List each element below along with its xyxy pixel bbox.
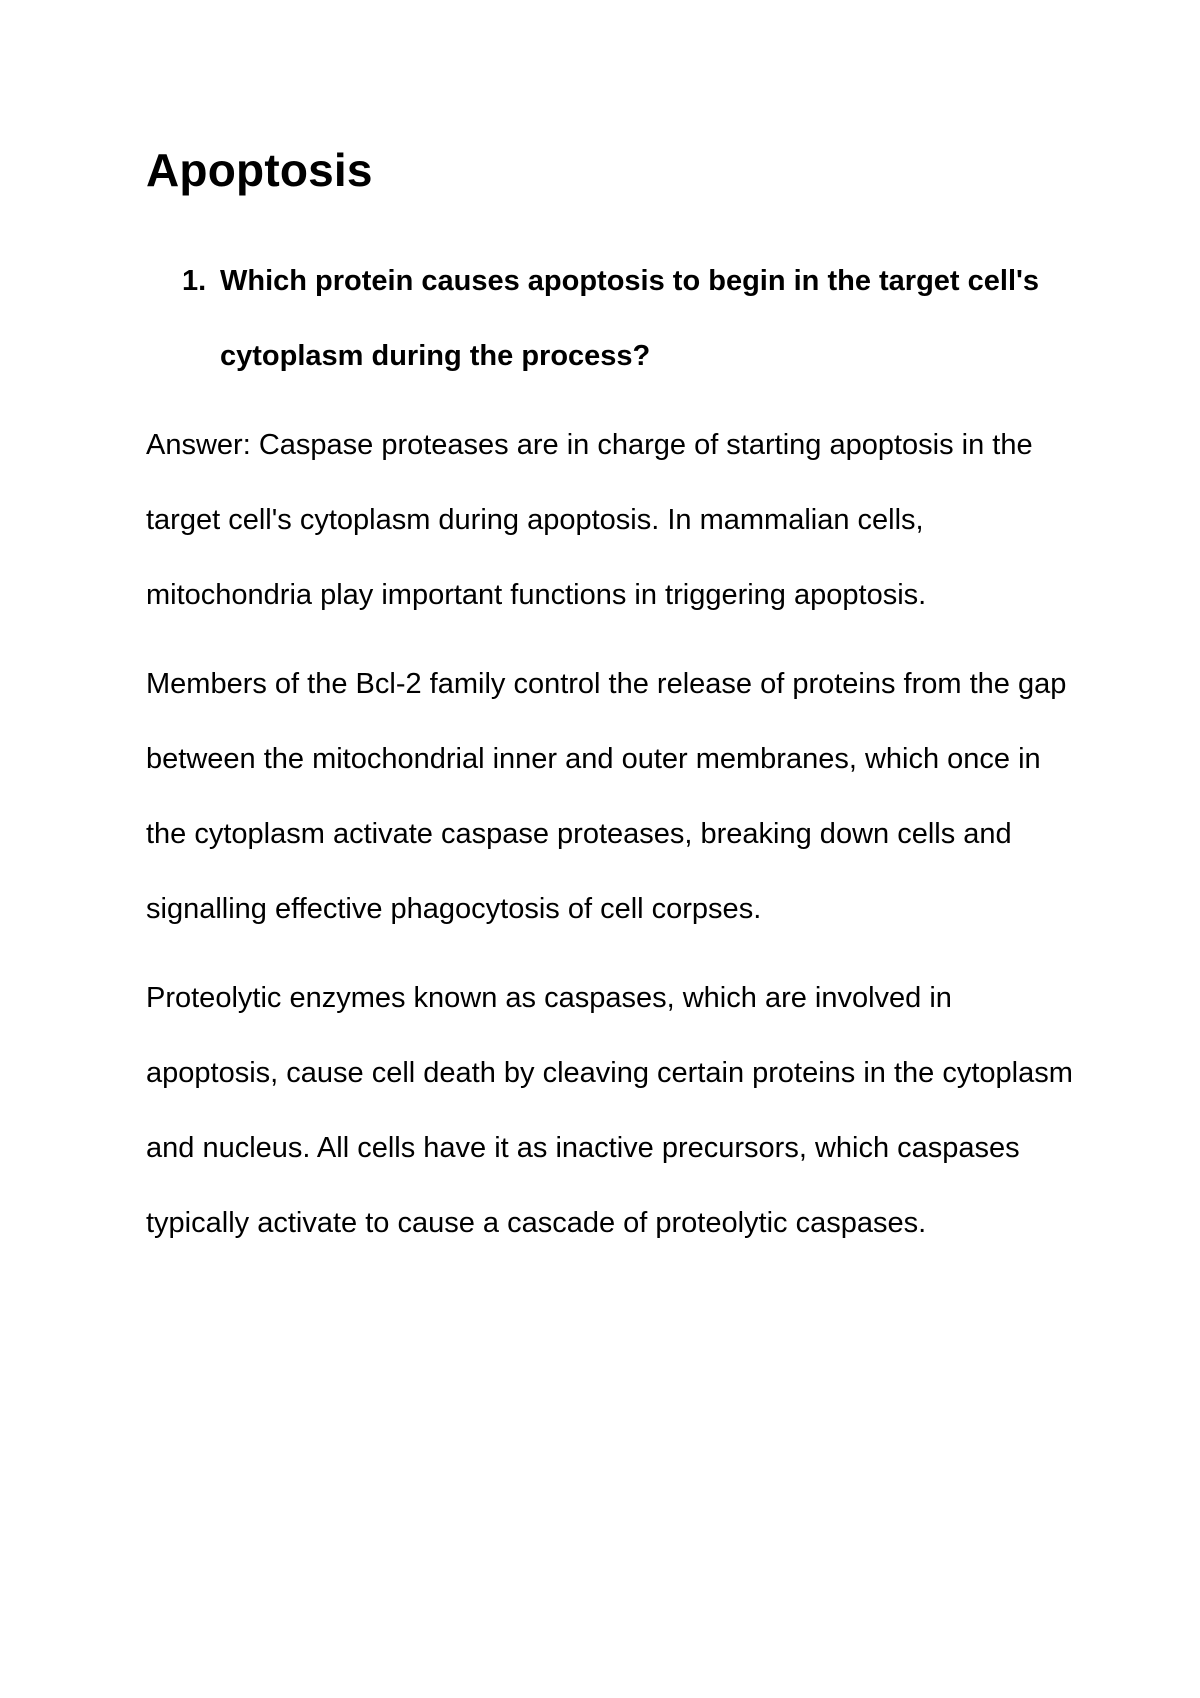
answer-paragraph: Answer: Caspase proteases are in charge of starting apoptosis in the target cell's cytoplasm during apoptosis. In mammalian cells, mitochondria play important functions in triggering apoptosis. bbox=[146, 429, 1033, 611]
question-number: 1. bbox=[182, 265, 207, 297]
question-text: Which protein causes apoptosis to begin in the target cell's cytoplasm during the process? bbox=[220, 265, 1040, 372]
page-title: Apoptosis bbox=[146, 144, 373, 196]
document-body bbox=[146, 140, 1086, 1275]
caspases-paragraph: Proteolytic enzymes known as caspases, which are involved in apoptosis, cause cell death by cleaving certain proteins in the cytoplasm and nucleus. All cells have it as inactive precursors, which caspases typically activate to cause a cascade of proteolytic caspases. bbox=[146, 982, 1073, 1239]
bcl2-paragraph: Members of the Bcl-2 family control the release of proteins from the gap between the mitochondrial inner and outer membranes, which once in the cytoplasm activate caspase proteases, breaking down cells and signalling effective phagocytosis of cell corpses. bbox=[146, 668, 1067, 925]
question-item bbox=[146, 244, 1086, 394]
